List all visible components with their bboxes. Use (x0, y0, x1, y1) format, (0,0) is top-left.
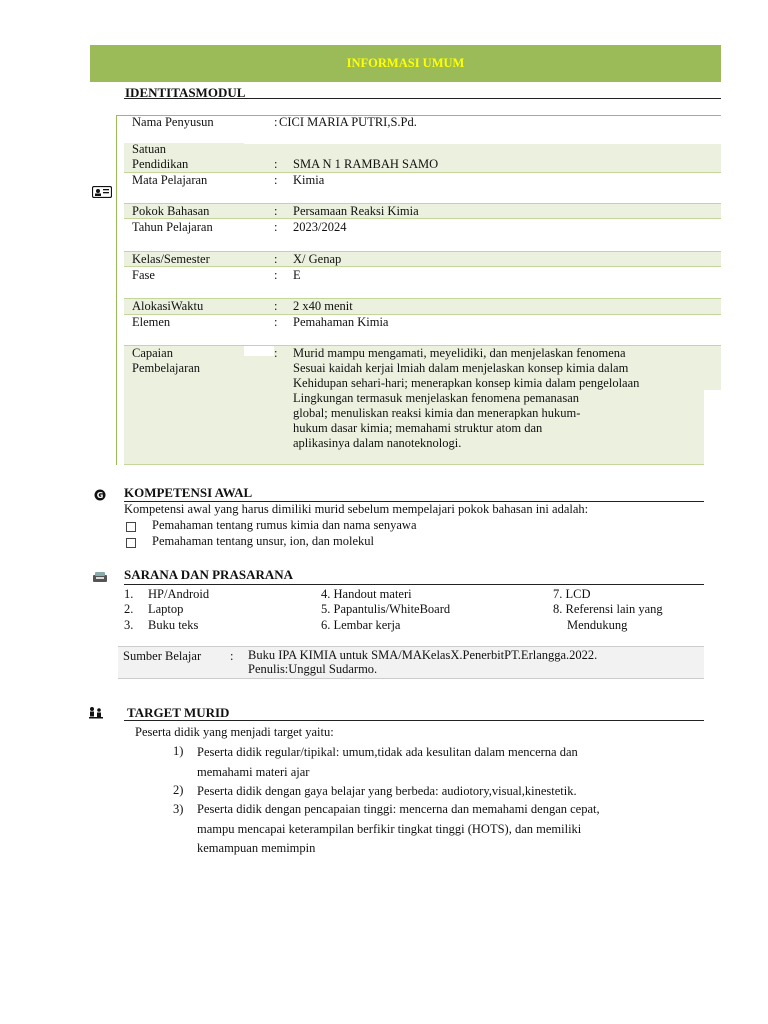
checkbox-icon (126, 537, 136, 552)
heading-underline (124, 720, 704, 721)
target-intro: Peserta didik yang menjadi target yaitu: (135, 725, 334, 739)
capaian-line: Sesuai kaidah kerjai lmiah dalam menjelaskan konsep kimia dalam (293, 361, 629, 375)
id-card-icon (92, 186, 112, 198)
pokok-bahasan-band (124, 203, 721, 219)
row-divider (124, 218, 721, 219)
satuan-value: SMA N 1 RAMBAH SAMO (293, 157, 439, 171)
nama-penyusun-colon: : (274, 115, 278, 129)
sarana-item: 7. LCD (553, 587, 591, 601)
capaian-text (293, 346, 639, 451)
fase-value: E (293, 268, 301, 282)
kelas-semester-band (124, 251, 721, 267)
sumber-belajar-line: Buku IPA KIMIA untuk SMA/MAKelasX.PenerbitPT.Erlangga.2022. (248, 648, 598, 662)
row-divider (124, 203, 721, 204)
alokasi-waktu-colon: : (274, 299, 278, 313)
satuan-label-line1: Satuan (132, 142, 167, 156)
sumber-belajar-line: Penulis:Unggul Sudarmo. (248, 662, 378, 676)
sarana-item: 4. Handout materi (321, 587, 412, 601)
tahun-pelajaran-value: 2023/2024 (293, 220, 347, 234)
sumber-belajar-label: Sumber Belajar (123, 649, 202, 663)
row-divider (124, 251, 721, 252)
checkbox-icon (126, 521, 136, 536)
target-item-line: memahami materi ajar (197, 765, 310, 779)
mata-pelajaran-value: Kimia (293, 173, 325, 187)
alokasi-waktu-label: AlokasiWaktu (132, 299, 204, 313)
target-item-number: 2) (173, 783, 184, 797)
fase-colon: : (274, 268, 278, 282)
target-item-text (197, 800, 600, 859)
sarana-item: Mendukung (567, 618, 628, 632)
kompetensi-intro: Kompetensi awal yang harus dimiliki murid sebelum mempelajari pokok bahasan ini adalah: (124, 502, 589, 516)
sumber-belajar-value (248, 648, 597, 676)
kelas-semester-value: X/ Genap (293, 252, 342, 266)
target-item-number: 1) (173, 744, 184, 758)
elemen-label: Elemen (132, 315, 171, 329)
target-item-number: 3) (173, 802, 184, 816)
sarana-num: 2. (124, 602, 134, 616)
g-badge-icon (94, 489, 106, 501)
tahun-pelajaran-label: Tahun Pelajaran (132, 220, 213, 234)
capaian-band-extension (704, 345, 721, 390)
capaian-line: global; menuliskan reaksi kimia dan menerapkan hukum- (293, 406, 581, 420)
target-heading: TARGET MURID (127, 705, 230, 720)
kompetensi-item: Pemahaman tentang rumus kimia dan nama senyawa (152, 518, 417, 532)
elemen-value: Pemahaman Kimia (293, 315, 389, 329)
kompetensi-heading: KOMPETENSI AWAL (124, 485, 253, 500)
satuan-label-line2: Pendidikan (132, 157, 189, 171)
sarana-item: Laptop (148, 602, 184, 616)
capaian-line: aplikasinya dalam nanoteknologi. (293, 436, 462, 450)
sarana-num: 3. (124, 618, 134, 632)
kelas-semester-colon: : (274, 252, 278, 266)
section-banner (90, 45, 721, 82)
mata-pelajaran-label: Mata Pelajaran (132, 173, 208, 187)
sarana-item: HP/Android (148, 587, 210, 601)
target-item-text (197, 742, 578, 782)
table-left-border (116, 115, 117, 465)
target-item-line: Peserta didik dengan gaya belajar yang berbeda: audiotory,visual,kinestetik. (197, 784, 577, 798)
nama-penyusun-label: Nama Penyusun (132, 115, 214, 129)
row-divider (124, 314, 721, 315)
pokok-bahasan-colon: : (274, 204, 278, 218)
sarana-item: 5. Papantulis/WhiteBoard (321, 602, 451, 616)
row-divider (124, 298, 721, 299)
banner-title: INFORMASI UMUM (346, 56, 465, 70)
band-gap (244, 345, 274, 356)
students-icon (88, 706, 104, 719)
sarana-item: Buku teks (148, 618, 199, 632)
capaian-line: Murid mampu mengamati, meyelidiki, dan menjelaskan fenomena (293, 346, 626, 360)
band-gap (244, 143, 721, 144)
capaian-line: Kehidupan sehari-hari; menerapkan konsep kimia dalam pengelolaan (293, 376, 640, 390)
row-divider (124, 464, 704, 465)
target-item-line: Peserta didik regular/tipikal: umum,tidak ada kesulitan dalam mencerna dan (197, 745, 578, 759)
satuan-colon: : (274, 157, 278, 171)
target-item-line: mampu mencapai keterampilan berfikir tingkat tinggi (HOTS), dan memiliki (197, 821, 582, 836)
sarana-heading: SARANA DAN PRASARANA (124, 567, 294, 582)
sarana-item: 8. Referensi lain yang (553, 602, 663, 616)
elemen-colon: : (274, 315, 278, 329)
sarana-num: 1. (124, 587, 134, 601)
capaian-line: hukum dasar kimia; memahami struktur atom dan (293, 421, 543, 435)
target-item-line: Peserta didik dengan pencapaian tinggi: mencerna dan memahami dengan cepat, (197, 802, 600, 816)
nama-penyusun-value: CICI MARIA PUTRI,S.Pd. (279, 115, 417, 129)
sarana-item: 6. Lembar kerja (321, 618, 401, 632)
row-divider (124, 266, 721, 267)
kelas-semester-label: Kelas/Semester (132, 252, 210, 266)
target-item-line: kemampuan memimpin (197, 841, 316, 855)
fase-label: Fase (132, 268, 155, 282)
heading-underline (124, 584, 704, 585)
tahun-pelajaran-colon: : (274, 220, 278, 234)
alokasi-waktu-band (124, 298, 721, 315)
capaian-label-line1: Capaian (132, 346, 173, 360)
pokok-bahasan-value: Persamaan Reaksi Kimia (293, 204, 419, 218)
mata-pelajaran-colon: : (274, 173, 278, 187)
sumber-belajar-colon: : (230, 649, 234, 663)
svg-text:G: G (96, 491, 104, 500)
row-divider (124, 172, 721, 173)
pokok-bahasan-label: Pokok Bahasan (132, 204, 210, 218)
heading-underline (124, 98, 721, 99)
kompetensi-item: Pemahaman tentang unsur, ion, dan molekul (152, 534, 375, 548)
capaian-line: Lingkungan termasuk menjelaskan fenomena pemanasan (293, 391, 580, 405)
alokasi-waktu-value: 2 x40 menit (293, 299, 353, 313)
capaian-colon: : (274, 346, 278, 360)
tools-icon (92, 571, 108, 583)
capaian-label-line2: Pembelajaran (132, 361, 201, 375)
identitas-heading: IDENTITASMODUL (125, 85, 246, 100)
